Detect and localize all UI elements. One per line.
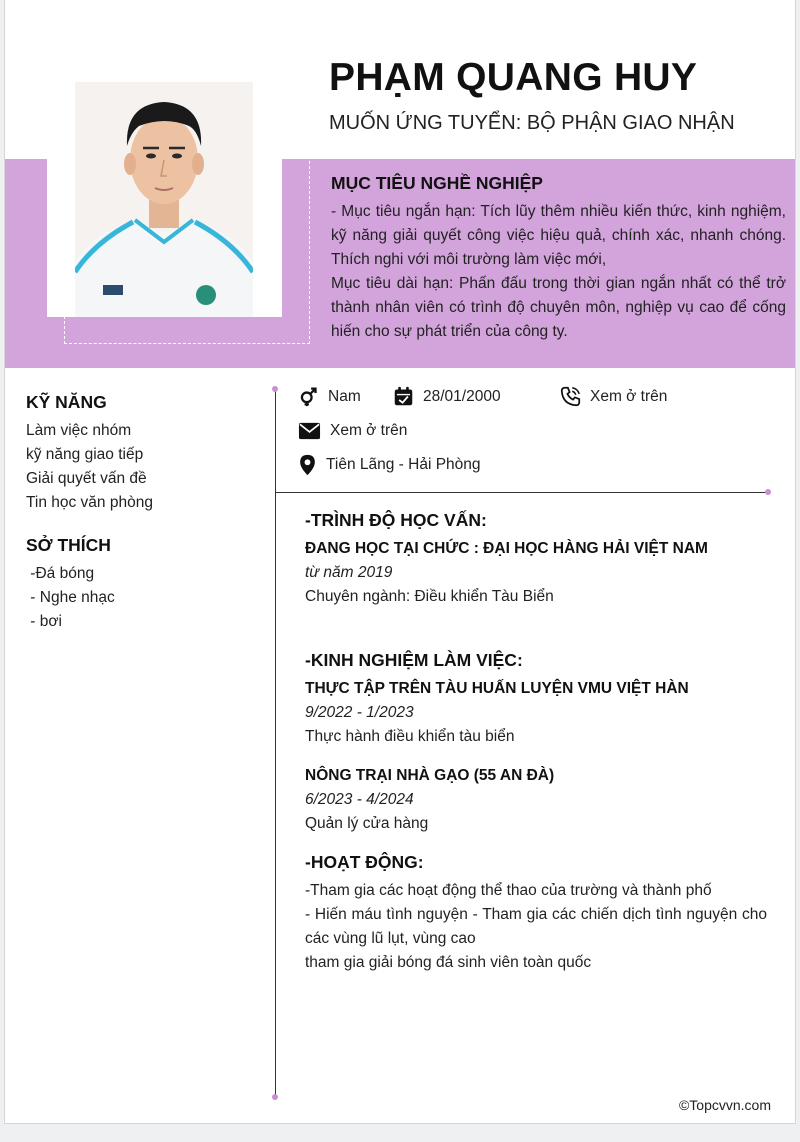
right-column [305,510,767,975]
contact-birthday [393,386,501,407]
experience-item [305,764,767,836]
education-major: Chuyên ngành: Điều khiển Tàu Biển [305,588,554,605]
contact-address [298,454,481,476]
calendar-icon [393,386,414,407]
hobby-item: - Nghe nhạc [26,589,115,606]
skills-list [26,419,266,515]
skills-title: KỸ NĂNG [26,392,107,412]
candidate-name: PHẠM QUANG HUY [329,56,698,99]
experience-date: 6/2023 - 4/2024 [305,791,414,808]
activities-title: -HOẠT ĐỘNG: [305,852,424,872]
email-value: Xem ở trên [330,421,408,439]
education-title: -TRÌNH ĐỘ HỌC VẤN: [305,510,487,530]
cv-page [4,0,796,1124]
divider-dot-bottom [272,1094,278,1100]
objective-long-term: Mục tiêu dài hạn: Phấn đấu trong thời gian ngắn nhất có thể trở thành nhân viên có trình độ chuyên môn, nghiệp vụ cao để cống hiến cho sự phát triển của công ty. [331,275,786,340]
objective-short-term: - Mục tiêu ngắn hạn: Tích lũy thêm nhiều kiến thức, kinh nghiệm, kỹ năng giải quyết công việc hiệu quả, chính xác, nhanh chóng. Thích nghi với môi trường làm việc mới, [331,203,786,268]
activity-line: tham gia giải bóng đá sinh viên toàn quốc [305,954,592,971]
hobby-item: - bơi [26,613,63,630]
hobbies-list [26,562,266,634]
contact-email [298,420,407,441]
experience-desc: Thực hành điều khiển tàu biển [305,728,515,745]
phone-value: Xem ở trên [590,387,668,405]
birthday-value: 28/01/2000 [423,387,501,405]
left-column [26,392,266,634]
experience-desc: Quản lý cửa hàng [305,815,429,832]
objective-title: MỤC TIÊU NGHỀ NGHIỆP [331,173,543,193]
objective-body [331,200,786,344]
hobby-item: -Đá bóng [26,565,95,582]
education-date: từ năm 2019 [305,564,393,581]
activity-line: -Tham gia các hoạt động thể thao của trường và thành phố [305,882,712,899]
gender-icon [298,386,319,407]
contact-phone [560,386,667,407]
horizontal-divider [275,492,769,493]
address-value: Tiên Lãng - Hải Phòng [326,456,481,473]
divider-dot-top [272,386,278,392]
gender-value: Nam [328,387,361,405]
experience-item [305,677,767,749]
hobbies-title: SỞ THÍCH [26,535,111,555]
experience-company: NÔNG TRẠI NHÀ GẠO (55 AN ĐÀ) [305,767,555,784]
email-icon [298,420,321,441]
phone-icon [560,386,581,407]
divider-dot-right [765,489,771,495]
contact-gender [298,386,361,407]
vertical-divider [275,388,276,1098]
desired-position: MUỐN ỨNG TUYỂN: BỘ PHẬN GIAO NHẬN [329,112,735,134]
skill-item: Giải quyết vấn đề [26,470,147,487]
experience-company: THỰC TẬP TRÊN TÀU HUẤN LUYỆN VMU VIỆT HÀN [305,680,689,697]
skill-item: Làm việc nhóm [26,422,132,439]
skill-item: Tin học văn phòng [26,494,153,511]
experience-title: -KINH NGHIỆM LÀM VIỆC: [305,650,523,670]
activity-line: - Hiến máu tình nguyện - Tham gia các chiến dịch tình nguyện cho các vùng lũ lụt, vùng cao [305,906,767,947]
education-school: ĐANG HỌC TẠI CHỨC : ĐẠI HỌC HÀNG HẢI VIỆT NAM [305,540,708,557]
profile-photo [75,82,253,317]
skill-item: kỹ năng giao tiếp [26,446,144,463]
experience-date: 9/2022 - 1/2023 [305,704,414,721]
location-icon [298,454,317,476]
footer-brand: ©Topcvvn.com [678,1097,771,1113]
